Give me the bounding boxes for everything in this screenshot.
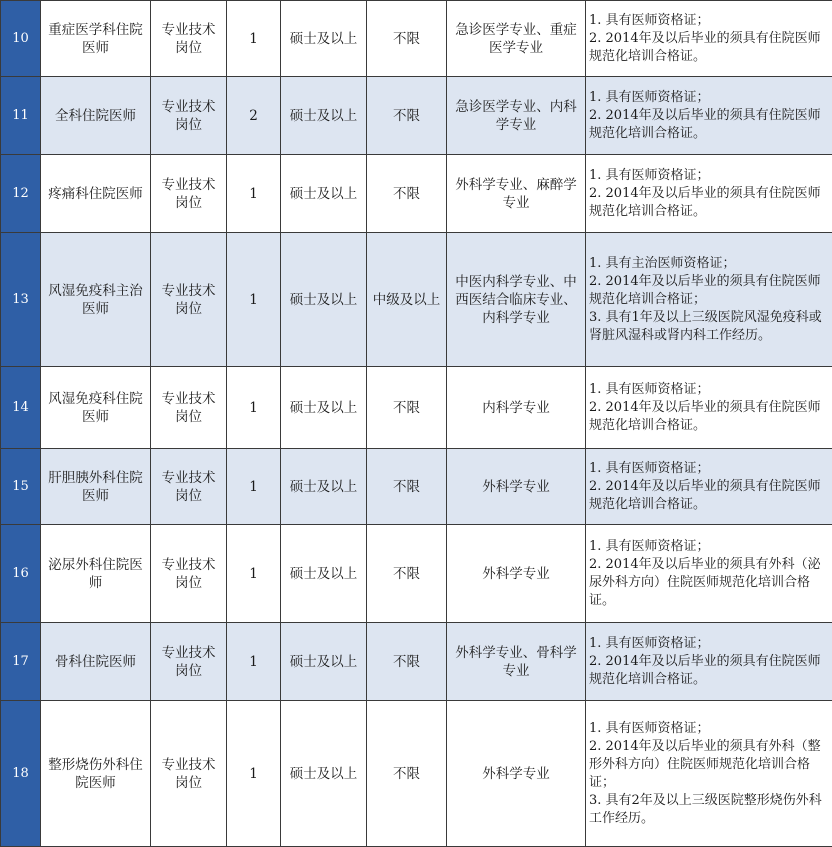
requirement-line: 2. 2014年及以后毕业的须具有住院医师规范化培训合格证。	[589, 30, 829, 66]
position-title-cell: 风湿免疫科住院医师	[41, 367, 151, 449]
requirements-cell	[586, 623, 832, 701]
headcount-cell: 1	[227, 233, 281, 367]
requirement-line: 1. 具有医师资格证；	[589, 167, 829, 185]
requirement-line: 2. 2014年及以后毕业的须具有住院医师规范化培训合格证。	[589, 107, 829, 143]
table-row	[1, 233, 832, 367]
major-cell: 外科学专业、骨科学专业	[447, 623, 586, 701]
requirements-cell	[586, 525, 832, 623]
position-title-cell: 泌尿外科住院医师	[41, 525, 151, 623]
requirements-cell	[586, 449, 832, 525]
table-row	[1, 155, 832, 233]
requirement-line: 1. 具有医师资格证；	[589, 720, 829, 738]
position-category-cell: 专业技术岗位	[151, 525, 227, 623]
position-category-cell: 专业技术岗位	[151, 77, 227, 155]
education-cell: 硕士及以上	[281, 233, 367, 367]
professional-rank-cell: 不限	[367, 1, 447, 77]
professional-rank-cell: 不限	[367, 367, 447, 449]
headcount-cell: 1	[227, 623, 281, 701]
headcount-cell: 1	[227, 701, 281, 847]
table-row	[1, 525, 832, 623]
major-cell: 急诊医学专业、重症医学专业	[447, 1, 586, 77]
education-cell: 硕士及以上	[281, 623, 367, 701]
education-cell: 硕士及以上	[281, 525, 367, 623]
headcount-cell: 2	[227, 77, 281, 155]
requirement-line: 1. 具有医师资格证；	[589, 635, 829, 653]
position-category-cell: 专业技术岗位	[151, 1, 227, 77]
requirement-line: 2. 2014年及以后毕业的须具有住院医师规范化培训合格证；	[589, 273, 829, 309]
education-cell: 硕士及以上	[281, 155, 367, 233]
table-row	[1, 1, 832, 77]
requirement-line: 1. 具有医师资格证；	[589, 381, 829, 399]
requirement-line: 2. 2014年及以后毕业的须具有住院医师规范化培训合格证。	[589, 399, 829, 435]
requirement-line: 2. 2014年及以后毕业的须具有外科（泌尿外科方向）住院医师规范化培训合格证。	[589, 556, 829, 610]
table-row	[1, 77, 832, 155]
headcount-cell: 1	[227, 1, 281, 77]
position-title-cell: 骨科住院医师	[41, 623, 151, 701]
requirement-line: 1. 具有医师资格证；	[589, 538, 829, 556]
position-title-cell: 肝胆胰外科住院医师	[41, 449, 151, 525]
professional-rank-cell: 不限	[367, 77, 447, 155]
row-number: 16	[1, 525, 41, 623]
professional-rank-cell: 不限	[367, 701, 447, 847]
position-category-cell: 专业技术岗位	[151, 701, 227, 847]
requirements-cell	[586, 77, 832, 155]
requirements-cell	[586, 367, 832, 449]
position-title-cell: 重症医学科住院医师	[41, 1, 151, 77]
requirement-line: 1. 具有医师资格证；	[589, 12, 829, 30]
table-row	[1, 701, 832, 847]
requirement-line: 3. 具有2年及以上三级医院整形烧伤外科工作经历。	[589, 792, 829, 828]
table-body	[1, 1, 832, 847]
row-number: 13	[1, 233, 41, 367]
requirement-line: 1. 具有医师资格证；	[589, 89, 829, 107]
requirement-line: 1. 具有主治医师资格证；	[589, 255, 829, 273]
education-cell: 硕士及以上	[281, 701, 367, 847]
row-number: 14	[1, 367, 41, 449]
headcount-cell: 1	[227, 155, 281, 233]
professional-rank-cell: 不限	[367, 449, 447, 525]
table-row	[1, 367, 832, 449]
table-row	[1, 623, 832, 701]
education-cell: 硕士及以上	[281, 77, 367, 155]
row-number: 17	[1, 623, 41, 701]
position-category-cell: 专业技术岗位	[151, 155, 227, 233]
headcount-cell: 1	[227, 367, 281, 449]
major-cell: 中医内科学专业、中西医结合临床专业、内科学专业	[447, 233, 586, 367]
requirements-cell	[586, 155, 832, 233]
row-number: 10	[1, 1, 41, 77]
requirements-cell	[586, 1, 832, 77]
professional-rank-cell: 不限	[367, 525, 447, 623]
position-title-cell: 全科住院医师	[41, 77, 151, 155]
requirement-line: 1. 具有医师资格证；	[589, 460, 829, 478]
position-category-cell: 专业技术岗位	[151, 367, 227, 449]
position-category-cell: 专业技术岗位	[151, 449, 227, 525]
row-number: 12	[1, 155, 41, 233]
row-number: 11	[1, 77, 41, 155]
headcount-cell: 1	[227, 525, 281, 623]
major-cell: 外科学专业、麻醉学专业	[447, 155, 586, 233]
professional-rank-cell: 不限	[367, 155, 447, 233]
position-title-cell: 疼痛科住院医师	[41, 155, 151, 233]
position-category-cell: 专业技术岗位	[151, 233, 227, 367]
education-cell: 硕士及以上	[281, 367, 367, 449]
position-title-cell: 风湿免疫科主治医师	[41, 233, 151, 367]
education-cell: 硕士及以上	[281, 1, 367, 77]
major-cell: 急诊医学专业、内科学专业	[447, 77, 586, 155]
major-cell: 外科学专业	[447, 701, 586, 847]
requirement-line: 2. 2014年及以后毕业的须具有住院医师规范化培训合格证。	[589, 185, 829, 221]
professional-rank-cell: 中级及以上	[367, 233, 447, 367]
requirements-cell	[586, 233, 832, 367]
position-title-cell: 整形烧伤外科住院医师	[41, 701, 151, 847]
row-number: 15	[1, 449, 41, 525]
requirements-cell	[586, 701, 832, 847]
major-cell: 内科学专业	[447, 367, 586, 449]
major-cell: 外科学专业	[447, 449, 586, 525]
headcount-cell: 1	[227, 449, 281, 525]
table-row	[1, 449, 832, 525]
requirement-line: 2. 2014年及以后毕业的须具有住院医师规范化培训合格证。	[589, 478, 829, 514]
major-cell: 外科学专业	[447, 525, 586, 623]
requirement-line: 2. 2014年及以后毕业的须具有住院医师规范化培训合格证。	[589, 653, 829, 689]
requirement-line: 3. 具有1年及以上三级医院风湿免疫科或肾脏风湿科或肾内科工作经历。	[589, 309, 829, 345]
row-number: 18	[1, 701, 41, 847]
requirement-line: 2. 2014年及以后毕业的须具有外科（整形外科方向）住院医师规范化培训合格证；	[589, 738, 829, 792]
position-category-cell: 专业技术岗位	[151, 623, 227, 701]
education-cell: 硕士及以上	[281, 449, 367, 525]
professional-rank-cell: 不限	[367, 623, 447, 701]
